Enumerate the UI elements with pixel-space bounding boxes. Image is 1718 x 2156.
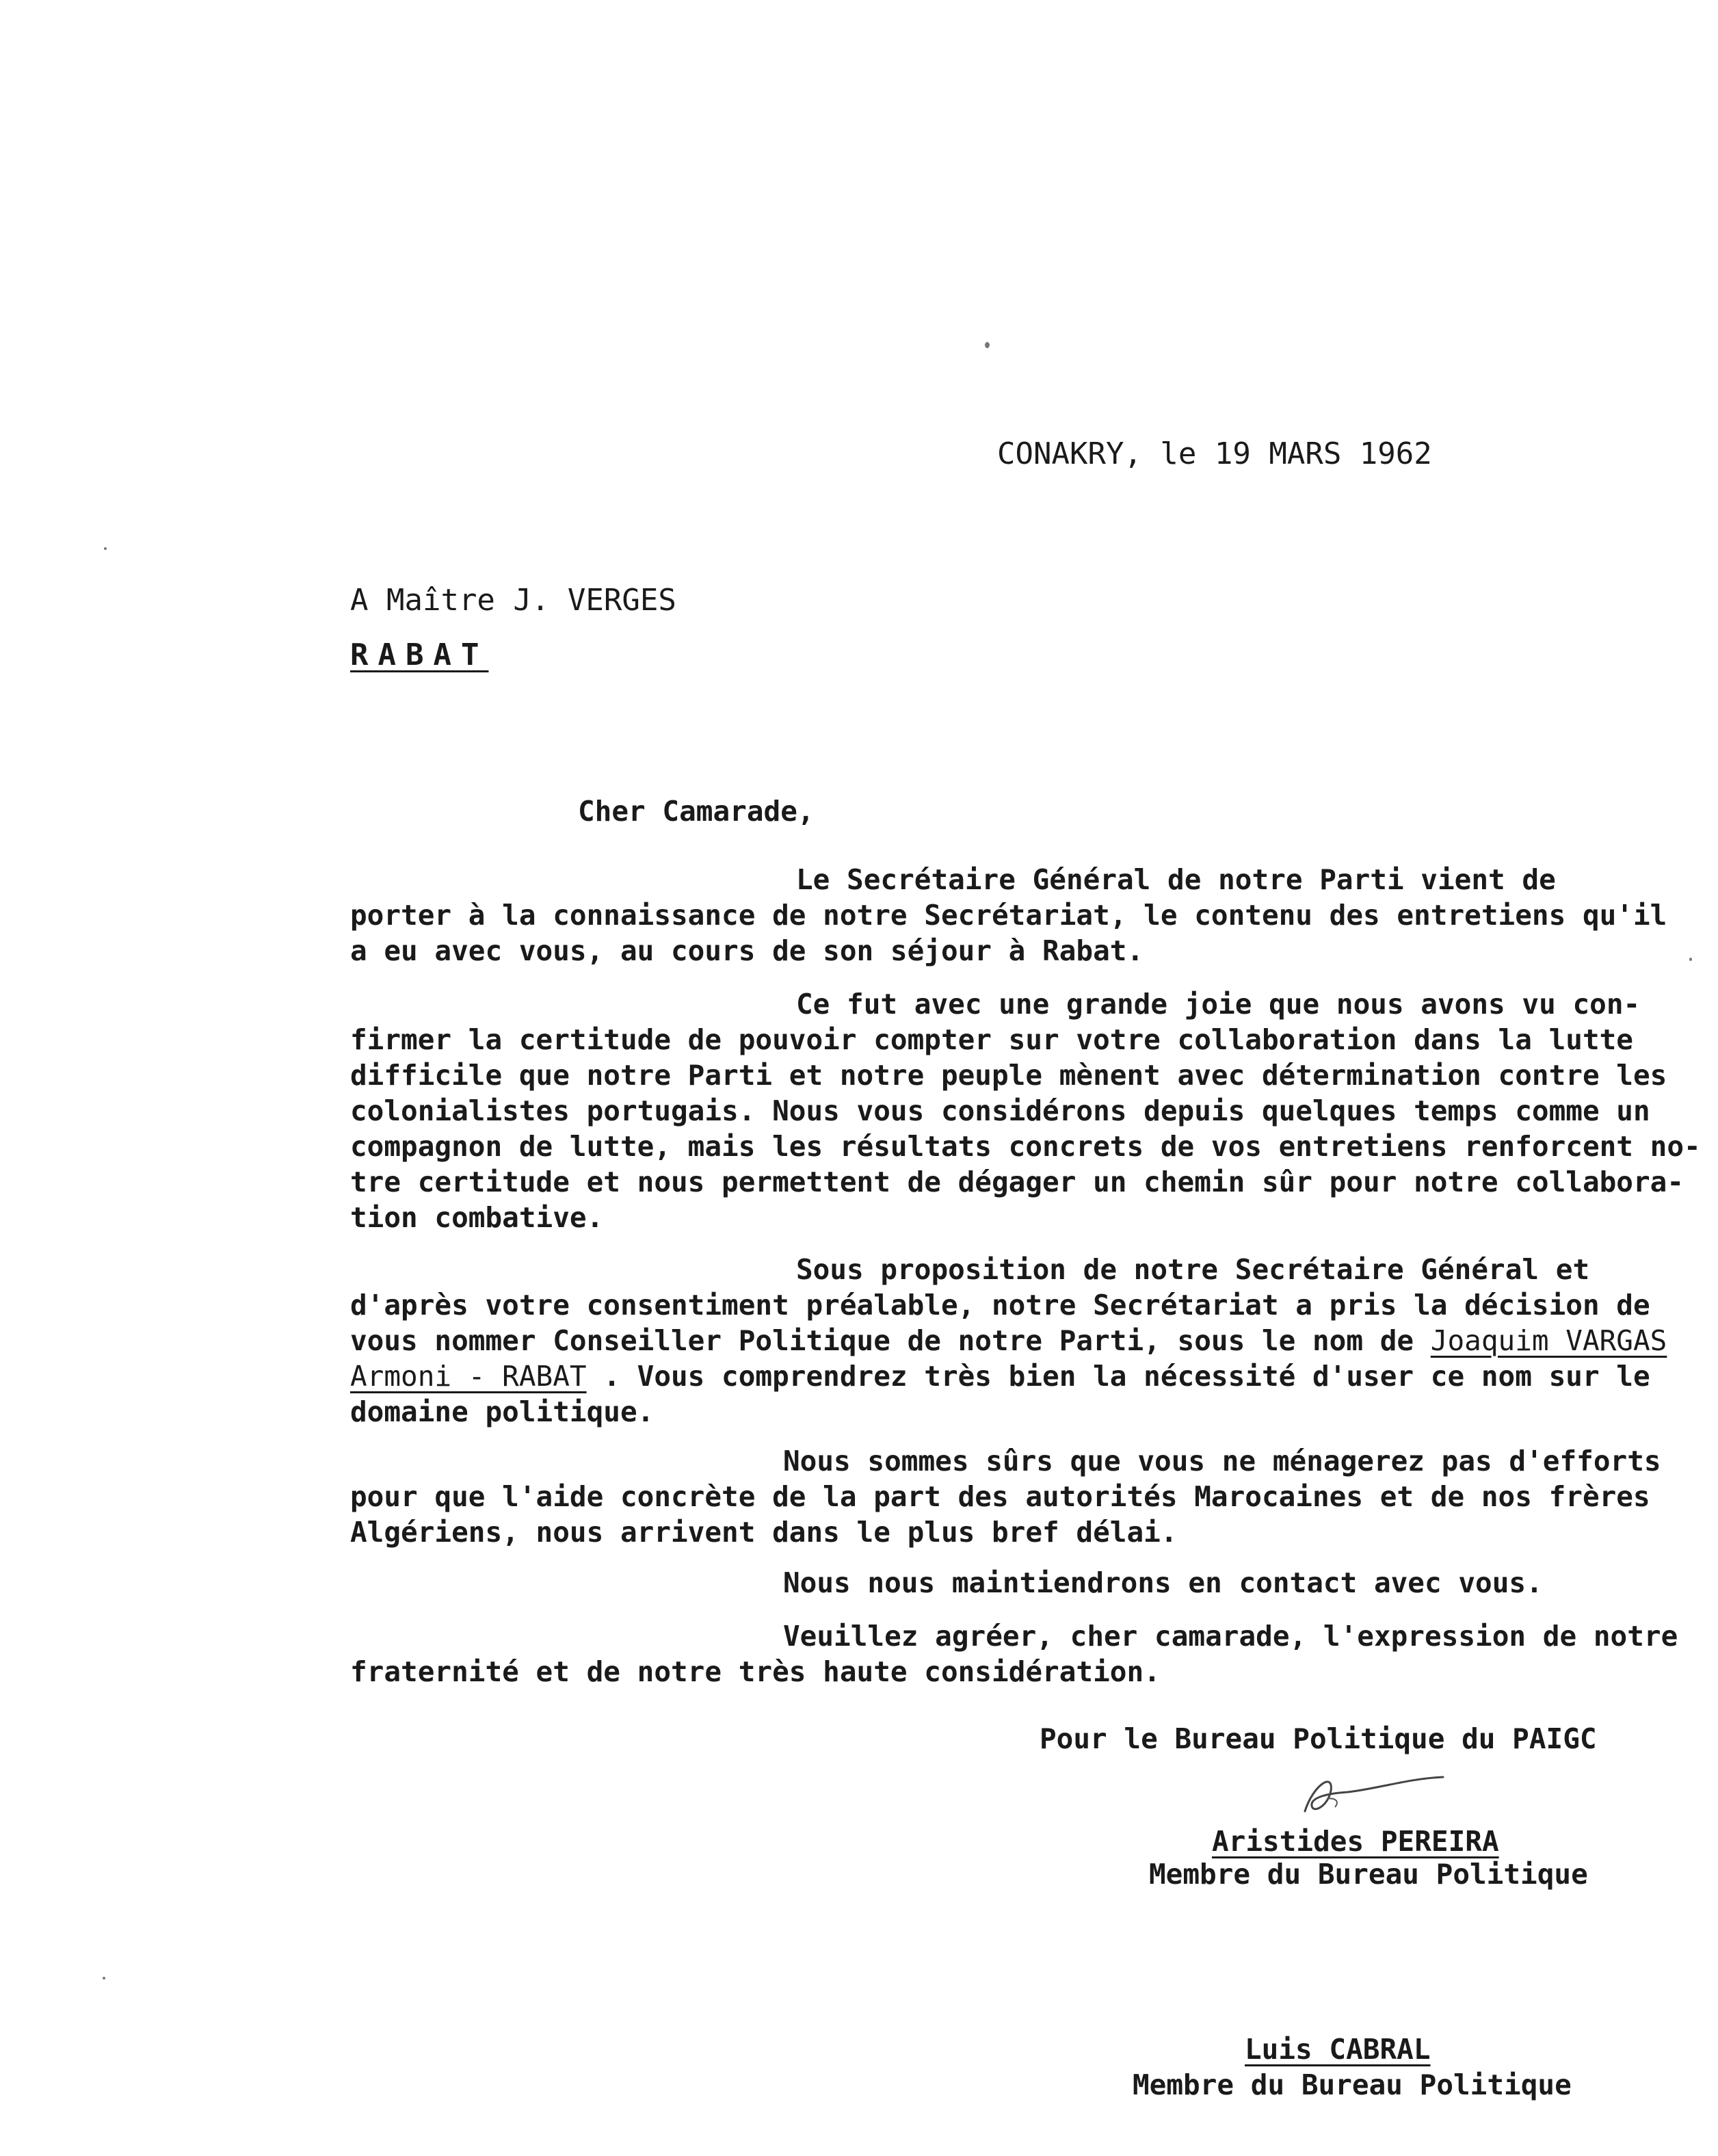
scan-speck — [103, 1977, 105, 1980]
recipient-name: A Maître J. VERGES — [350, 583, 676, 618]
paragraph-3-line: d'après votre consentiment préalable, notre Secrétariat a pris la décision de — [350, 1289, 1650, 1322]
paragraph-3-text: vous nommer Conseiller Politique de notre Parti, sous le nom de — [350, 1324, 1431, 1357]
paragraph-2-line: firmer la certitude de pouvoir compter sur votre collaboration dans la lutte — [350, 1023, 1633, 1056]
date-line: CONAKRY, le 19 MARS 1962 — [997, 436, 1432, 471]
paragraph-1-line: porter à la connaissance de notre Secrétariat, le contenu des entretiens qu'il — [350, 899, 1667, 932]
paragraph-3-text: . Vous comprendrez très bien la nécessité d'user ce nom sur le — [586, 1360, 1650, 1393]
paragraph-2-line: Ce fut avec une grande joie que nous avons vu con- — [796, 988, 1641, 1021]
scan-speck — [985, 342, 990, 348]
paragraph-4-line: Nous sommes sûrs que vous ne ménagerez pas d'efforts — [783, 1445, 1661, 1477]
scan-speck — [1689, 958, 1692, 961]
scan-speck — [104, 547, 107, 550]
paragraph-3-line — [350, 1324, 1667, 1357]
paragraph-4-line: pour que l'aide concrète de la part des autorités Marocaines et de nos frères — [350, 1480, 1650, 1513]
on-behalf-line: Pour le Bureau Politique du PAIGC — [1040, 1722, 1597, 1755]
paragraph-3-line: Sous proposition de notre Secrétaire Général et — [796, 1253, 1590, 1286]
closing-line: Veuillez agréer, cher camarade, l'expression de notre — [783, 1620, 1678, 1653]
closing-line: fraternité et de notre très haute considération. — [350, 1655, 1161, 1688]
paragraph-2-line: compagnon de lutte, mais les résultats concrets de vos entretiens renforcent no- — [350, 1130, 1701, 1163]
paragraph-4-line: Algériens, nous arrivent dans le plus bref délai. — [350, 1516, 1178, 1549]
paragraph-2-line: difficile que notre Parti et notre peuple mènent avec détermination contre les — [350, 1059, 1667, 1092]
alias-name: Joaquim VARGAS — [1430, 1324, 1667, 1357]
alias-name-continued: Armoni - RABAT — [350, 1360, 587, 1393]
signer-1-name: Aristides PEREIRA — [1212, 1825, 1499, 1858]
paragraph-2-line: colonialistes portugais. Nous vous considérons depuis quelques temps comme un — [350, 1094, 1650, 1127]
signer-1-title: Membre du Bureau Politique — [1149, 1858, 1588, 1891]
paragraph-2-line: tre certitude et nous permettent de dégager un chemin sûr pour notre collabora- — [350, 1166, 1684, 1198]
paragraph-1-line: Le Secrétaire Général de notre Parti vient de — [796, 863, 1556, 896]
recipient-city: RABAT — [350, 637, 489, 672]
signer-2-name: Luis CABRAL — [1245, 2033, 1431, 2066]
paragraph-3-line — [350, 1360, 1650, 1393]
paragraph-3-line: domaine politique. — [350, 1395, 655, 1428]
salutation: Cher Camarade, — [578, 795, 815, 828]
paragraph-2-line: tion combative. — [350, 1201, 604, 1234]
paragraph-5-line: Nous nous maintiendrons en contact avec vous. — [783, 1566, 1543, 1599]
paragraph-1-line: a eu avec vous, au cours de son séjour à Rabat. — [350, 934, 1144, 967]
signer-2-title: Membre du Bureau Politique — [1133, 2068, 1572, 2101]
